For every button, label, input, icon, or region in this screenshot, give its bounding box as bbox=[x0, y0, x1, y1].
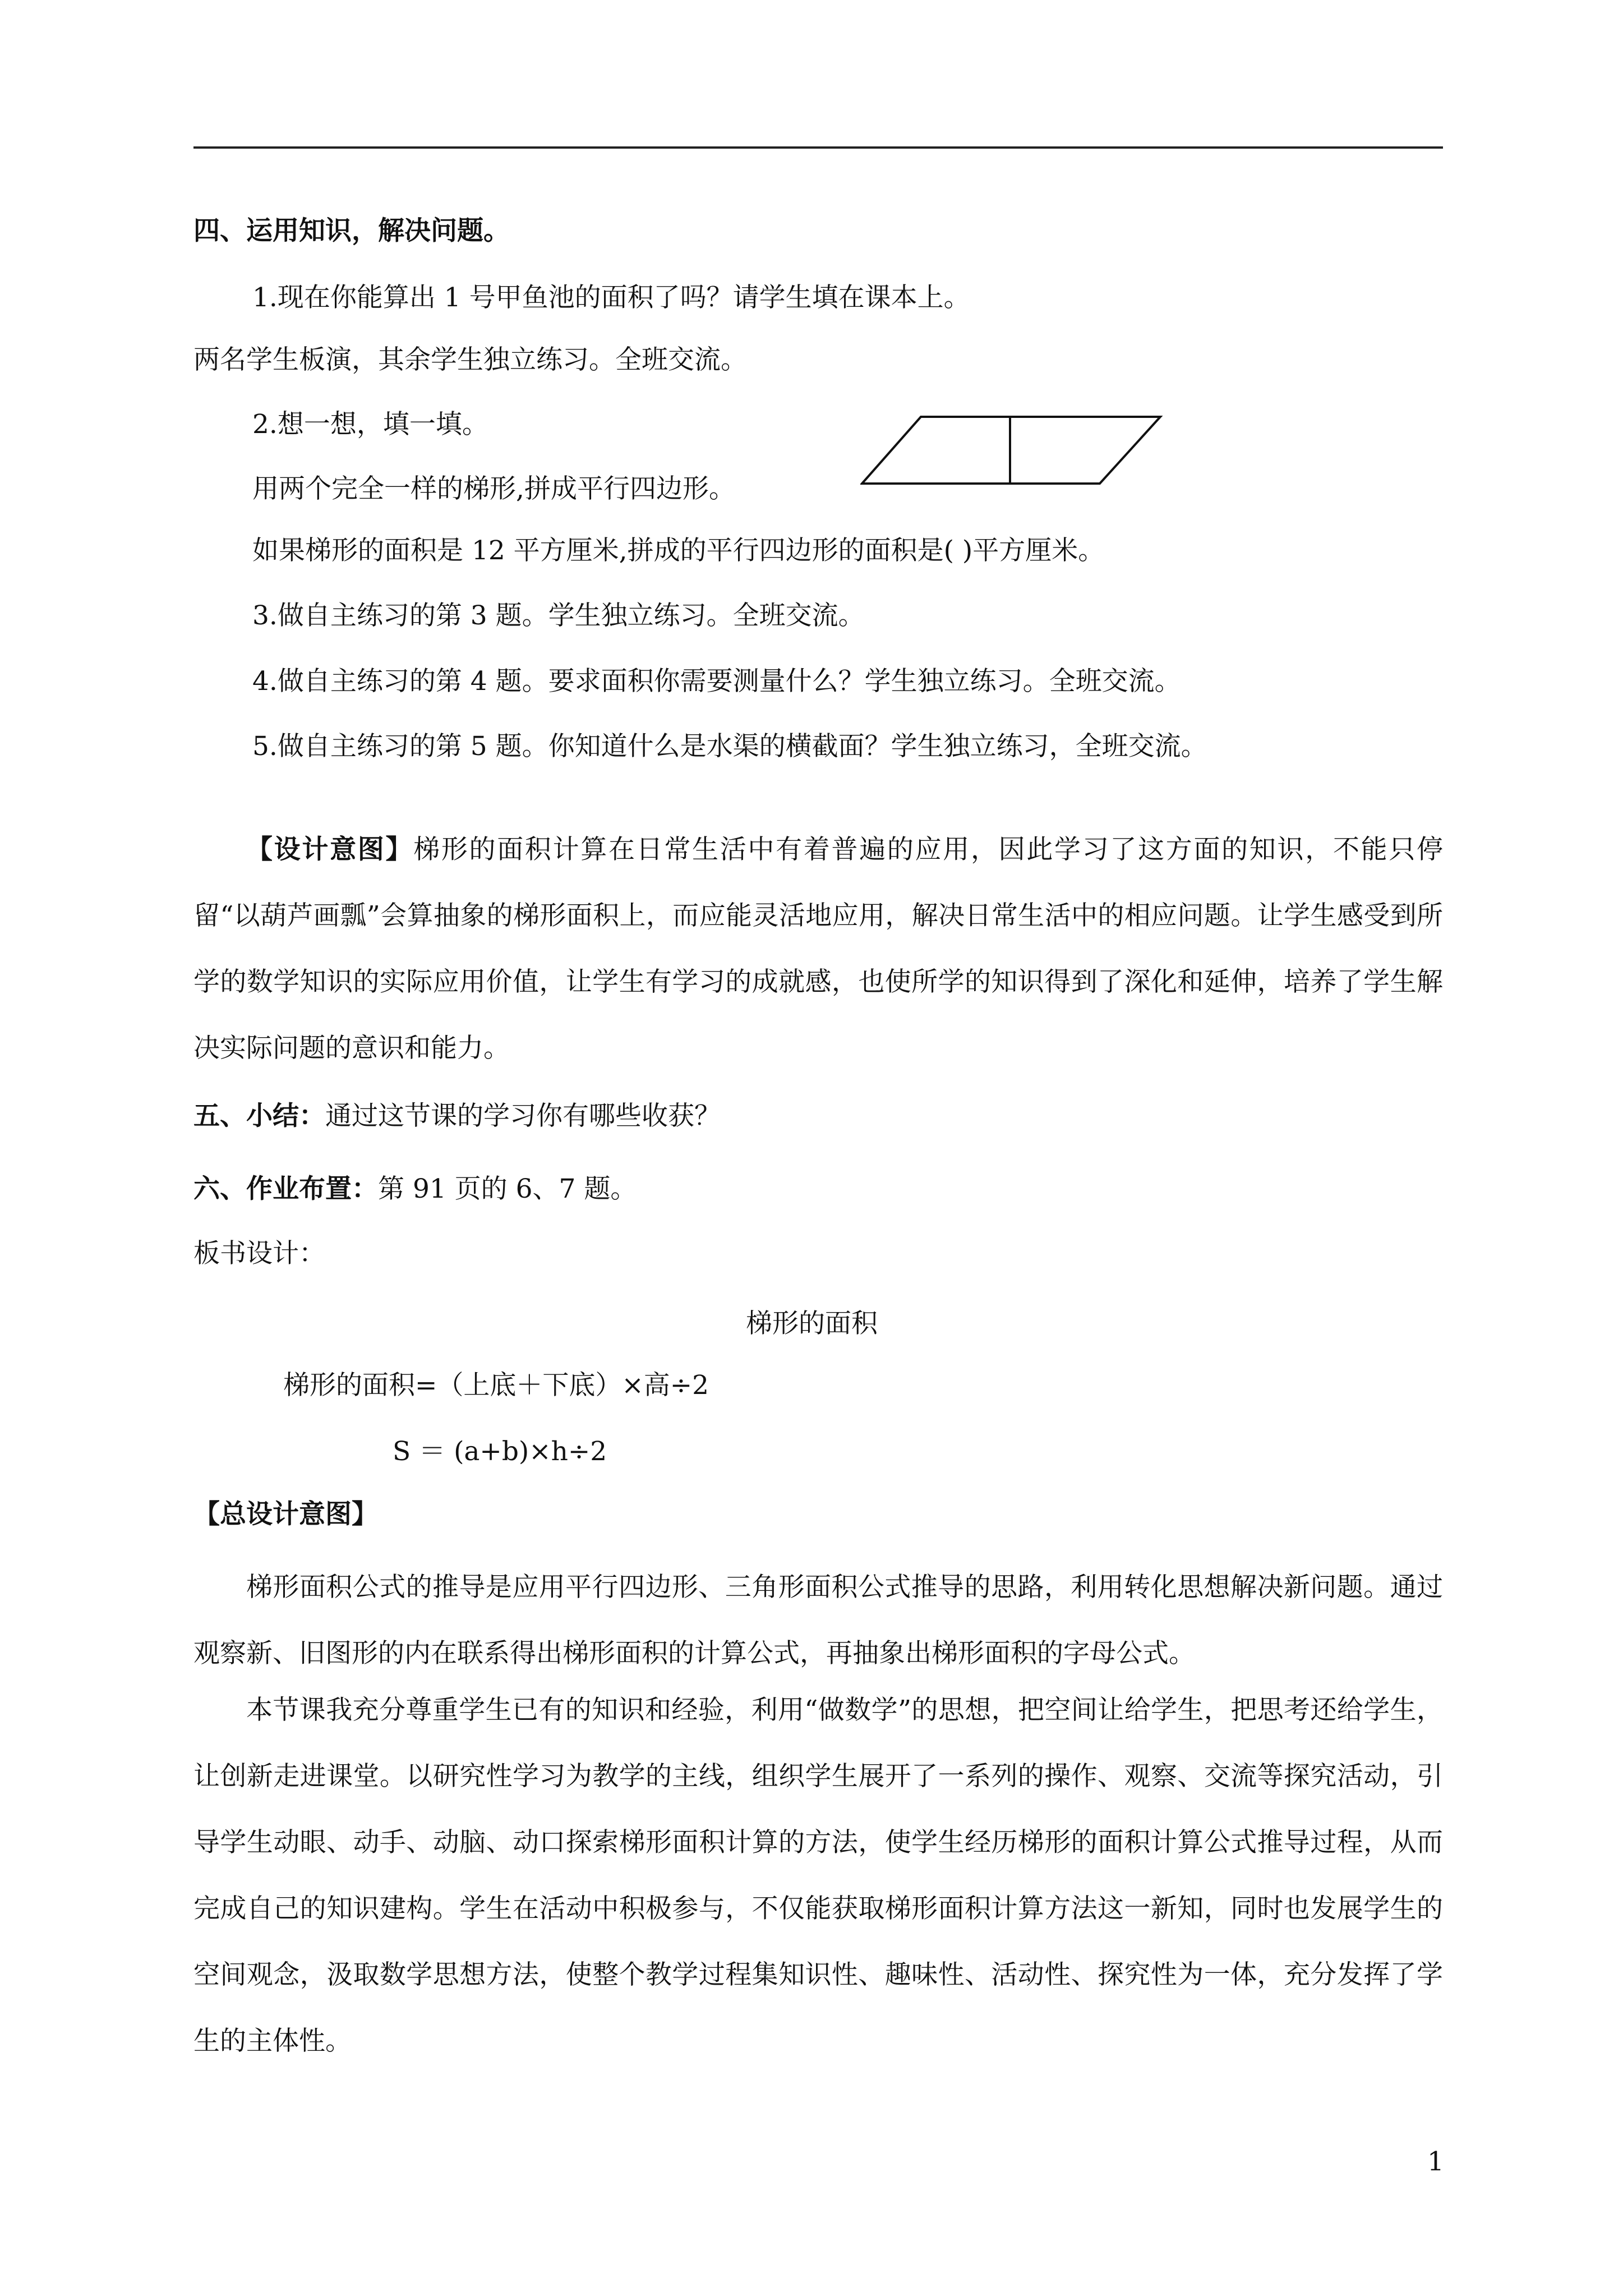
board-formula-words: 梯形的面积=（上底＋下底）×高÷2 bbox=[283, 1370, 709, 1401]
board-title: 梯形的面积 bbox=[746, 1308, 878, 1339]
section4-item2: 2.想一想，填一填。 bbox=[252, 409, 488, 440]
section4-item1-note: 两名学生板演，其余学生独立练习。全班交流。 bbox=[193, 344, 747, 375]
section5-label: 五、小结： bbox=[193, 1101, 325, 1131]
section6-line bbox=[193, 1172, 637, 1206]
overall-intent-paragraph-2: 本节课我充分尊重学生已有的知识和经验，利用“做数学”的思想，把空间让给学生，把思考还给学生，让创新走进课堂。以研究性学习为教学的主线，组织学生展开了一系列的操作、观察、交流等探究活动，引导学生动眼、动手、动脑、动口探索梯形面积计算的方法，使学生经历梯形的面积计算公式推导过程，从而完成自己的知识建构。学生在活动中积极参与，不仅能获取梯形面积计算方法这一新知，同时也发展学生的空间观念，汲取数学思想方法，使整个教学过程集知识性、趣味性、活动性、探究性为一体，充分发挥了学生的主体性。 bbox=[193, 1695, 1443, 2056]
board-formula-letters: S ＝ (a+b)×h÷2 bbox=[393, 1436, 607, 1467]
design-intent-label: 【设计意图】 bbox=[246, 834, 414, 865]
header-rule bbox=[193, 146, 1443, 149]
section4-item2-line1: 用两个完全一样的梯形,拼成平行四边形。 bbox=[252, 473, 735, 504]
section4-heading: 四、运用知识，解决问题。 bbox=[193, 215, 510, 246]
section5-text: 通过这节课的学习你有哪些收获？ bbox=[325, 1101, 721, 1131]
parallelogram-figure bbox=[860, 415, 1163, 488]
section4-item5: 5.做自主练习的第 5 题。你知道什么是水渠的横截面？学生独立练习，全班交流。 bbox=[252, 731, 1207, 762]
section4-item3: 3.做自主练习的第 3 题。学生独立练习。全班交流。 bbox=[252, 600, 865, 631]
board-label: 板书设计： bbox=[193, 1238, 325, 1269]
overall-intent-paragraph-1: 梯形面积公式的推导是应用平行四边形、三角形面积公式推导的思路，利用转化思想解决新问题。通过观察新、旧图形的内在联系得出梯形面积的计算公式，再抽象出梯形面积的字母公式。 bbox=[193, 1572, 1443, 1669]
section5-line bbox=[193, 1099, 721, 1133]
section4-item1: 1.现在你能算出 1 号甲鱼池的面积了吗？请学生填在课本上。 bbox=[252, 282, 970, 313]
overall-intent-label: 【总设计意图】 bbox=[193, 1499, 378, 1530]
section4-item2-line2: 如果梯形的面积是 12 平方厘米,拼成的平行四边形的面积是( )平方厘米。 bbox=[252, 535, 1105, 566]
section4-item4: 4.做自主练习的第 4 题。要求面积你需要测量什么？学生独立练习。全班交流。 bbox=[252, 666, 1181, 697]
design-intent-paragraph bbox=[193, 817, 1443, 1082]
section6-label: 六、作业布置： bbox=[193, 1174, 378, 1204]
design-intent-text: 梯形的面积计算在日常生活中有着普遍的应用，因此学习了这方面的知识，不能只停留“以葫芦画瓢”会算抽象的梯形面积上，而应能灵活地应用，解决日常生活中的相应问题。让学生感受到所学的数学知识的实际应用价值，让学生有学习的成就感，也使所学的知识得到了深化和延伸，培养了学生解决实际问题的意识和能力。 bbox=[193, 834, 1444, 1064]
page-number: 1 bbox=[1427, 2146, 1444, 2177]
section6-text: 第 91 页的 6、7 题。 bbox=[378, 1174, 637, 1204]
